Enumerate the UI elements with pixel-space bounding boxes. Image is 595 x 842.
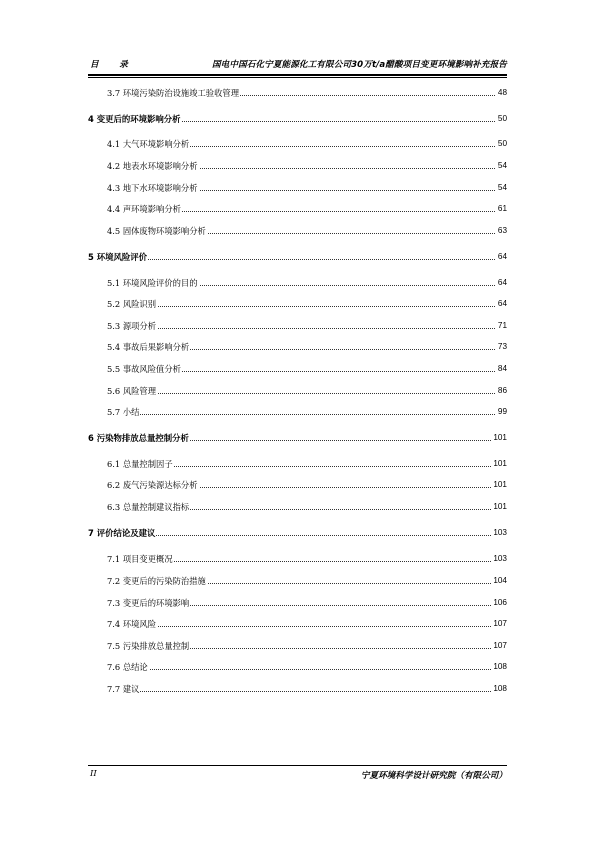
toc-entry-title: 4.5 固体废物环境影响分析 [107,226,206,236]
toc-section-entry[interactable] [0,500,595,514]
toc-entry-title: 5.1 环境风险评价的目的 [107,278,198,288]
toc-entry-title: 5.7 小结 [107,407,140,417]
toc-entry-page: 104 [492,574,507,588]
toc-entry-title: 6.2 废气污染源达标分析 [107,480,198,490]
toc-entry-title: 7.6 总结论 [107,662,148,672]
header-report-title: 国电中国石化宁夏能源化工有限公司30万t/a醋酸项目变更环境影响补充报告 [211,60,507,70]
toc-entry-page: 107 [492,617,507,631]
toc-section-entry[interactable] [0,617,595,631]
toc-entry-title: 3.7 环境污染防治设施竣工验收管理 [107,88,239,98]
toc-entry-title: 6.3 总量控制建议指标 [107,502,190,512]
toc-entry-page: 63 [497,224,507,238]
toc-section-entry[interactable] [0,552,595,566]
toc-leader-dots [107,306,495,307]
footer-rule [88,765,507,766]
toc-leader-dots [88,259,495,260]
toc-section-entry[interactable] [0,340,595,354]
toc-section-entry[interactable] [0,159,595,173]
toc-entry-title: 6 污染物排放总量控制分析 [88,433,189,443]
footer-institution: 宁夏环境科学设计研究院（有限公司） [360,771,507,781]
toc-entry-title: 5.5 事故风险值分析 [107,364,181,374]
toc-entry-page: 101 [492,457,507,471]
toc-entry-page: 101 [492,478,507,492]
toc-section-entry[interactable] [0,276,595,290]
toc-leader-dots [107,414,495,415]
toc-entry-title: 4.2 地表水环境影响分析 [107,161,198,171]
header-rule [88,74,507,78]
toc-entry-title: 7.7 建议 [107,684,140,694]
toc-entry-page: 64 [497,297,507,311]
toc-entry-page: 64 [497,276,507,290]
toc-entry-page: 64 [497,250,507,264]
toc-entry-page: 103 [492,552,507,566]
toc-entry-page: 48 [497,86,507,100]
toc-leader-dots [107,669,495,670]
toc-section-entry[interactable] [0,202,595,216]
toc-section-entry[interactable] [0,457,595,471]
toc-entry-page: 61 [497,202,507,216]
page-header [90,58,507,72]
toc-section-entry[interactable] [0,319,595,333]
toc-entry-page: 99 [497,405,507,419]
toc-entry-title: 7.2 变更后的污染防治措施 [107,576,206,586]
toc-entry-page: 106 [492,596,507,610]
header-section-title: 目 录 [90,60,134,70]
toc-leader-dots [107,691,495,692]
toc-entry-page: 108 [492,682,507,696]
toc-chapter-entry[interactable] [0,112,595,126]
toc-section-entry[interactable] [0,384,595,398]
toc-entry-title: 7.4 环境风险 [107,619,157,629]
toc-entry-page: 101 [492,500,507,514]
toc-entry-title: 5 环境风险评价 [88,252,147,262]
toc-section-entry[interactable] [0,297,595,311]
toc-entry-page: 107 [492,639,507,653]
toc-leader-dots [107,328,495,329]
toc-entry-page: 54 [497,159,507,173]
toc-entry-page: 71 [497,319,507,333]
toc-section-entry[interactable] [0,224,595,238]
toc-section-entry[interactable] [0,405,595,419]
toc-entry-title: 5.2 风险识别 [107,299,157,309]
toc-leader-dots [107,393,495,394]
toc-entry-page: 101 [492,431,507,445]
toc-section-entry[interactable] [0,86,595,100]
toc-section-entry[interactable] [0,181,595,195]
toc-chapter-entry[interactable] [0,250,595,264]
toc-section-entry[interactable] [0,478,595,492]
toc-entry-page: 103 [492,526,507,540]
toc-section-entry[interactable] [0,596,595,610]
toc-entry-page: 50 [497,112,507,126]
toc-entry-title: 4 变更后的环境影响分析 [88,114,181,124]
toc-entry-page: 54 [497,181,507,195]
toc-entry-title: 7.5 污染排放总量控制 [107,641,190,651]
toc-entry-title: 4.1 大气环境影响分析 [107,139,190,149]
toc-chapter-entry[interactable] [0,526,595,540]
toc-entry-page: 108 [492,660,507,674]
toc-entry-title: 5.4 事故后果影响分析 [107,342,190,352]
toc-section-entry[interactable] [0,137,595,151]
page-footer [90,769,507,783]
toc-section-entry[interactable] [0,660,595,674]
toc-chapter-entry[interactable] [0,431,595,445]
toc-entry-page: 84 [497,362,507,376]
toc-section-entry[interactable] [0,639,595,653]
toc-entry-title: 7.1 项目变更概况 [107,554,173,564]
toc-entry-page: 86 [497,384,507,398]
toc-entry-title: 5.6 风险管理 [107,386,157,396]
toc-entry-page: 50 [497,137,507,151]
toc-entry-title: 4.3 地下水环境影响分析 [107,183,198,193]
toc-entry-title: 7.3 变更后的环境影响 [107,598,190,608]
toc-section-entry[interactable] [0,682,595,696]
toc-entry-title: 7 评价结论及建议 [88,528,156,538]
toc-entry-title: 5.3 源项分析 [107,321,157,331]
toc-section-entry[interactable] [0,574,595,588]
footer-page-number: II [90,769,97,779]
toc-section-entry[interactable] [0,362,595,376]
toc-leader-dots [107,626,495,627]
toc-entry-title: 4.4 声环境影响分析 [107,204,181,214]
toc-entry-page: 73 [497,340,507,354]
toc-entry-title: 6.1 总量控制因子 [107,459,173,469]
